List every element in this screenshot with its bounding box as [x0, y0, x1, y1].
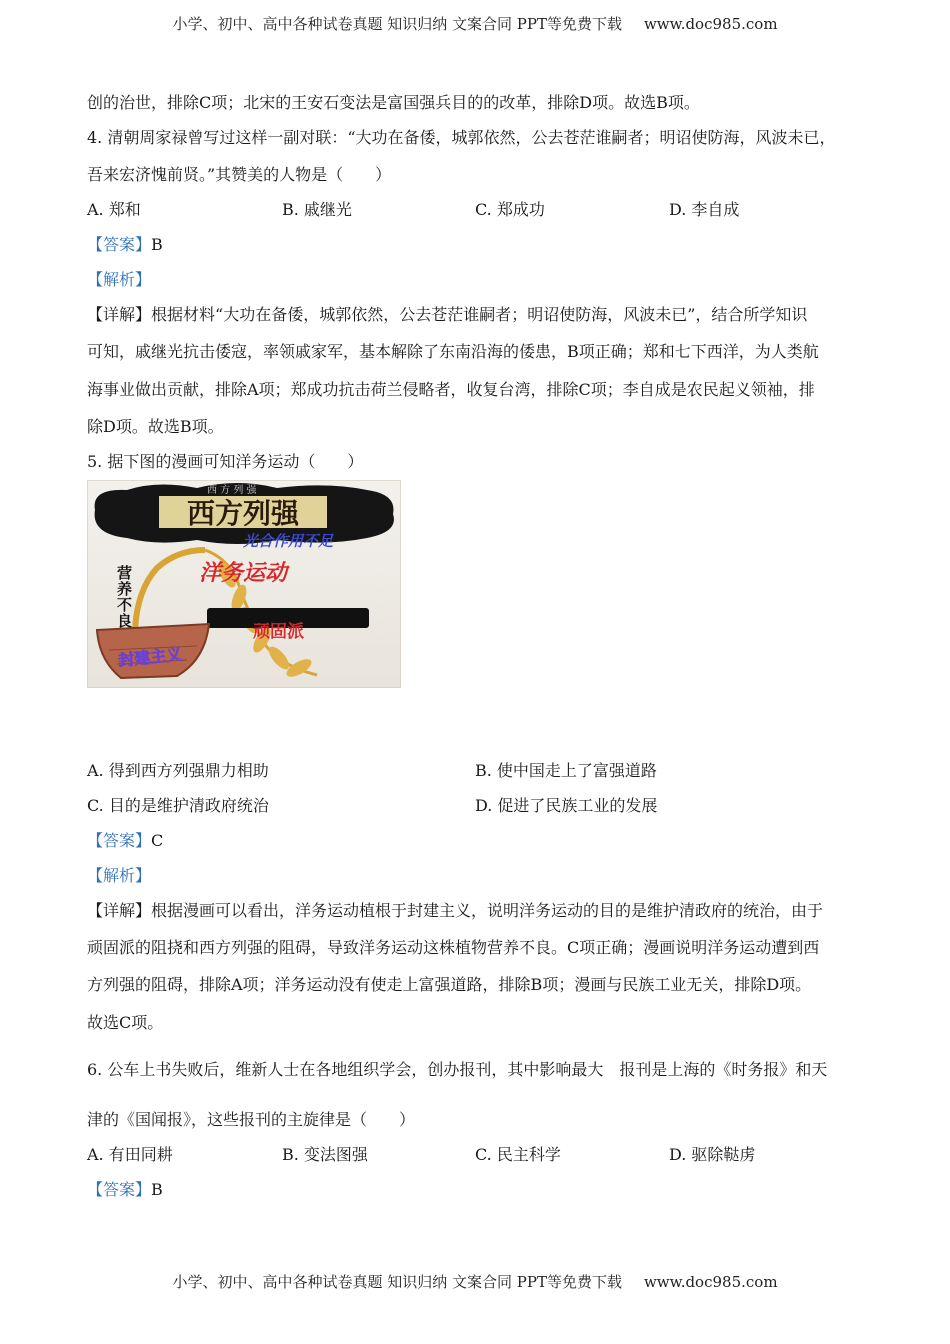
nutrition-char-2: 养: [117, 580, 133, 598]
q4-analysis: [87, 267, 867, 290]
q4-option-a: A. 郑和: [87, 200, 141, 219]
nutrition-char-3: 不: [117, 596, 133, 614]
q4-stem-line-1: 4. 清朝周家禄曾写过这样一副对联：“大功在备倭，城郭依然，公去苍茫谁嗣者；明诏使防海，风波未已，: [87, 128, 836, 147]
nutrition-label: [117, 564, 132, 630]
q5-option-a: A. 得到西方列强鼎力相助: [87, 761, 269, 780]
q6-option-b: B. 变法图强: [282, 1145, 368, 1164]
q5-analysis-tag: 【解析】: [87, 866, 152, 885]
obstacle-label: 顽固派: [253, 622, 304, 642]
q4-answer: [87, 232, 867, 255]
header-text: 小学、初中、高中各种试卷真题 知识归纳 文案合同 PPT等免费下载: [172, 15, 622, 33]
q5-detail-line-2: 顽固派的阻挠和西方列强的阻碍，导致洋务运动这株植物营养不良。C项正确；漫画说明洋务运动遭到西: [87, 938, 820, 957]
q5-detail-tag: 【详解】: [87, 901, 152, 920]
q4-option-b: B. 戚继光: [282, 200, 352, 219]
q4-option-d: D. 李自成: [669, 200, 740, 219]
nutrition-char-1: 营: [117, 564, 133, 582]
q5-option-c: C. 目的是维护清政府统治: [87, 796, 269, 815]
q4-detail-text-1: 根据材料“大功在备倭，城郭依然，公去苍茫谁嗣者；明诏使防海，风波未已”，结合所学知识: [151, 305, 808, 324]
q4-answer-value: B: [151, 235, 163, 254]
q6-answer: [87, 1177, 867, 1200]
q5-analysis: [87, 863, 867, 886]
page-header: [0, 13, 950, 34]
cartoon-image: [87, 480, 401, 688]
q5-option-d: D. 促进了民族工业的发展: [475, 796, 658, 815]
q5-detail-line-3: 方列强的阻碍，排除A项；洋务运动没有使走上富强道路，排除B项；漫画与民族工业无关，排除D项。: [87, 975, 812, 994]
q6-answer-tag: 【答案】: [87, 1180, 152, 1199]
cloud-small-text: 西 方 列 强: [207, 485, 257, 496]
nutrition-char-4: 良: [117, 612, 133, 630]
q5-detail-text-1: 根据漫画可以看出，洋务运动植根于封建主义，说明洋务运动的目的是维护清政府的统治，由于: [151, 901, 824, 920]
cloud-title-text: 西方列强: [186, 497, 300, 530]
q6-stem-line-1: 6. 公车上书失败后，维新人士在各地组织学会，创办报刊，其中影响最大 报刊是上海的《时务报》和天: [87, 1060, 828, 1079]
light-label: 光合作用不足: [243, 532, 334, 550]
q6-option-a: A. 有田同耕: [87, 1145, 173, 1164]
q5-option-b: B. 使中国走上了富强道路: [475, 761, 657, 780]
prev-analysis-tail: 创的治世，排除C项；北宋的王安石变法是富国强兵目的的改革，排除D项。故选B项。: [87, 93, 700, 112]
q5-answer-value: C: [151, 831, 164, 850]
q5-detail-line-4: 故选C项。: [87, 1013, 164, 1032]
q5-stem: 5. 据下图的漫画可知洋务运动（ ）: [87, 452, 364, 471]
q4-stem-line-2: 吾来宏济愧前贤。”其赞美的人物是（ ）: [87, 165, 392, 184]
q4-option-c: C. 郑成功: [475, 200, 545, 219]
footer-text: 小学、初中、高中各种试卷真题 知识归纳 文案合同 PPT等免费下载: [172, 1273, 622, 1291]
q4-detail-tag: 【详解】: [87, 305, 152, 324]
q6-option-d: D. 驱除鞑虏: [669, 1145, 756, 1164]
q5-answer: [87, 828, 867, 851]
pot-label: 封建主义: [117, 644, 184, 670]
q4-detail-line-3: 海事业做出贡献，排除A项；郑成功抗击荷兰侵略者，收复台湾，排除C项；李自成是农民起义领袖，排: [87, 380, 815, 399]
q4-answer-tag: 【答案】: [87, 235, 152, 254]
q4-analysis-tag: 【解析】: [87, 270, 152, 289]
q5-answer-tag: 【答案】: [87, 831, 152, 850]
q6-option-c: C. 民主科学: [475, 1145, 561, 1164]
q4-detail-line-2: 可知，戚继光抗击倭寇，率领戚家军，基本解除了东南沿海的倭患，B项正确；郑和七下西洋，为人类航: [87, 342, 819, 361]
q6-answer-value: B: [151, 1180, 163, 1199]
plant-label: 洋务运动: [199, 561, 288, 586]
q5-detail-line-1: [87, 898, 867, 921]
footer-site-link[interactable]: www.doc985.com: [643, 1273, 778, 1291]
header-site-link[interactable]: www.doc985.com: [643, 15, 778, 33]
q4-detail-line-4: 除D项。故选B项。: [87, 417, 224, 436]
page-footer: [0, 1271, 950, 1292]
q6-stem-line-2: 津的《国闻报》，这些报刊的主旋律是（ ）: [87, 1110, 416, 1129]
q4-detail-line-1: [87, 302, 867, 325]
